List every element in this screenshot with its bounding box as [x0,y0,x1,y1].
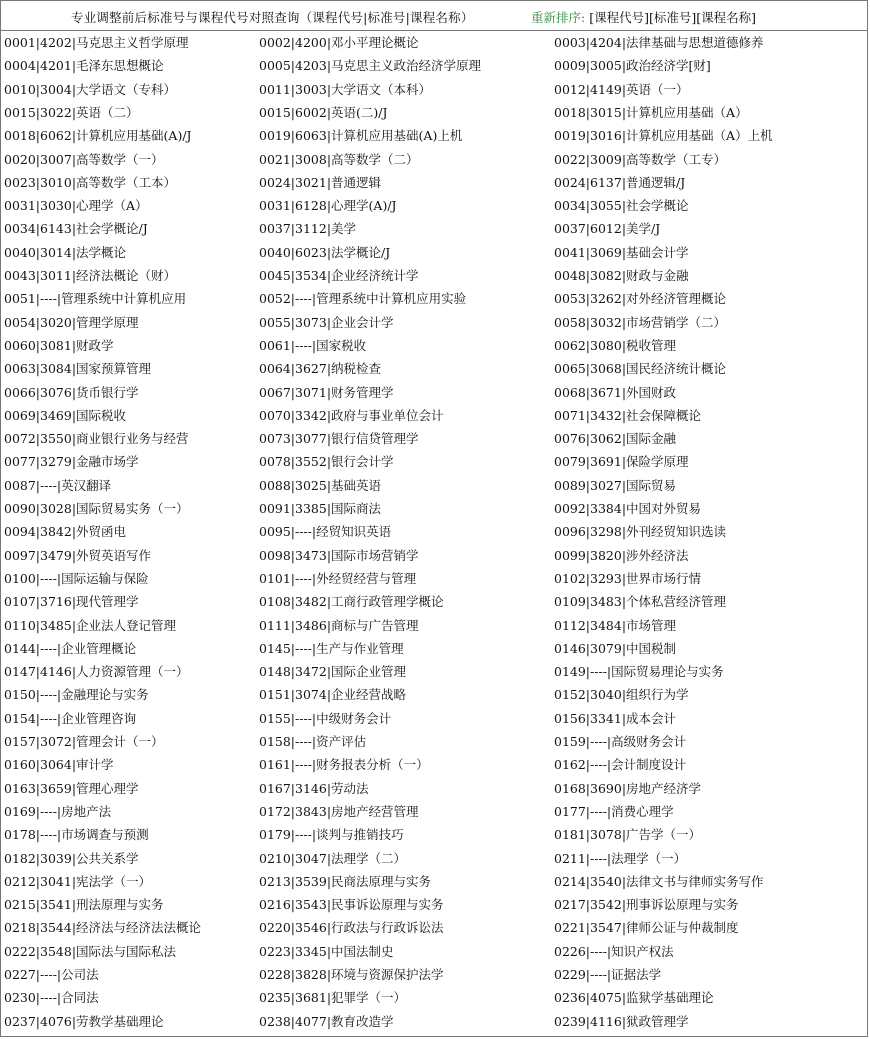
table-row [1,823,869,846]
course-entry[interactable]: 0048|3082|财政与金融 [554,268,689,283]
course-entry[interactable]: 0163|3659|管理心理学 [4,780,139,796]
table-row [1,264,869,287]
table-row [1,707,869,730]
sort-by-course-code-link[interactable]: [课程代号] [589,10,649,25]
course-entry[interactable]: 0092|3384|中国对外贸易 [554,501,702,516]
table-row [1,78,869,101]
course-entry[interactable]: 0168|3690|房地产经济学 [554,780,702,796]
course-entry[interactable]: 0099|3820|涉外经济法 [554,547,689,563]
course-entry[interactable]: 0227|----|公司法 [4,967,99,982]
course-entry[interactable]: 0235|3681|犯罪学（一） [259,990,407,1006]
table-header [1,1,867,31]
table-row [1,124,869,147]
course-entry[interactable]: 0087|----|英汉翻译 [4,477,112,493]
course-entry[interactable]: 0058|3032|市场营销学（二） [554,314,727,330]
table-row [1,567,869,590]
table-row [1,101,869,124]
course-entry[interactable]: 0226|----|知识产权法 [554,943,674,959]
table-row [1,450,869,473]
table-row [1,963,869,986]
table-row [1,753,869,776]
resort-label: 重新排序: [531,10,586,25]
course-entry[interactable]: 0067|3071|财务管理学 [259,384,394,400]
course-entry[interactable]: 0019|3016|计算机应用基础（A）上机 [554,128,773,144]
table-row [1,404,869,427]
course-entry[interactable]: 0024|3021|普通逻辑 [259,174,382,190]
course-entry[interactable]: 0015|3022|英语（二） [4,104,139,120]
course-entry[interactable]: 0022|3009|高等数学（工专） [554,151,727,167]
course-entry[interactable]: 0112|3484|市场管理 [554,617,677,633]
table-row [1,660,869,683]
course-entry[interactable]: 0228|3828|环境与资源保护法学 [259,967,444,982]
course-entry[interactable]: 0011|3003|大学语文（本科） [259,81,432,97]
course-entry[interactable]: 0218|3544|经济法与经济法法概论 [4,920,202,936]
course-entry[interactable]: 0179|----|谈判与推销技巧 [259,827,404,843]
course-entry[interactable]: 0090|3028|国际贸易实务（一） [4,501,189,516]
course-entry[interactable]: 0095|----|经贸知识英语 [259,524,392,540]
table-row [1,730,869,753]
course-entry[interactable]: 0073|3077|银行信贷管理学 [259,431,419,447]
course-entry[interactable]: 0144|----|企业管理概论 [4,640,137,656]
table-row [1,311,869,334]
table-row [1,217,869,240]
course-entry[interactable]: 0214|3540|法律文书与律师实务写作 [554,873,764,889]
course-entry[interactable]: 0045|3534|企业经济统计学 [259,268,419,283]
course-entry[interactable]: 0152|3040|组织行为学 [554,687,689,703]
course-entry[interactable]: 0181|3078|广告学（一） [554,827,702,843]
course-entry[interactable]: 0034|6143|社会学概论/J [4,221,148,237]
course-entry[interactable]: 0151|3074|企业经营战略 [259,687,407,703]
course-entry[interactable]: 0018|6062|计算机应用基础(A)/J [4,128,192,144]
course-entry[interactable]: 0149|----|国际贸易理论与实务 [554,664,724,680]
course-entry[interactable]: 0155|----|中级财务会计 [259,710,392,726]
table-row [1,287,869,310]
course-entry[interactable]: 0236|4075|监狱学基础理论 [554,990,714,1006]
table-row [1,381,869,404]
table-row [1,171,869,194]
table-row [1,54,869,77]
course-entry[interactable]: 0238|4077|教育改造学 [259,1013,394,1029]
course-entry[interactable]: 0023|3010|高等数学（工本） [4,174,177,190]
course-entry[interactable]: 0071|3432|社会保障概论 [554,407,702,423]
course-entry[interactable]: 0037|3112|美学 [259,221,357,237]
course-entry[interactable]: 0088|3025|基础英语 [259,477,382,493]
course-entry[interactable]: 0021|3008|高等数学（二） [259,151,419,167]
course-entry[interactable]: 0094|3842|外贸函电 [4,524,127,540]
course-entry[interactable]: 0062|3080|税收管理 [554,337,677,353]
table-row [1,986,869,1009]
course-entry[interactable]: 0063|3084|国家预算管理 [4,361,152,377]
table-row [1,637,869,660]
table-row [1,194,869,217]
course-entry[interactable]: 0215|3541|刑法原理与实务 [4,897,164,913]
table-row [1,614,869,637]
course-entry[interactable]: 0043|3011|经济法概论（财） [4,268,177,283]
course-entry[interactable]: 0146|3079|中国税制 [554,640,677,656]
course-entry[interactable]: 0102|3293|世界市场行情 [554,570,702,586]
table-row [1,148,869,171]
course-entry[interactable]: 0169|----|房地产法 [4,803,112,819]
course-entry[interactable]: 0078|3552|银行会计学 [259,454,394,470]
course-entry[interactable]: 0154|----|企业管理咨询 [4,710,137,726]
course-entry[interactable]: 0162|----|会计制度设计 [554,757,687,773]
course-entry[interactable]: 0010|3004|大学语文（专科） [4,81,177,97]
course-entry[interactable]: 0024|6137|普通逻辑/J [554,174,686,190]
course-entry[interactable]: 0182|3039|公共关系学 [4,850,139,866]
course-entry[interactable]: 0003|4204|法律基础与思想道德修养 [554,35,764,50]
table-row [1,241,869,264]
course-entry[interactable]: 0100|----|国际运输与保险 [4,570,149,586]
course-entry[interactable]: 0145|----|生产与作业管理 [259,640,404,656]
course-entry[interactable]: 0096|3298|外刊经贸知识选读 [554,524,727,540]
course-entry[interactable]: 0239|4116|狱政管理学 [554,1013,689,1029]
table-row [1,334,869,357]
course-entry[interactable]: 0210|3047|法理学（二） [259,850,407,866]
course-entry[interactable]: 0070|3342|政府与事业单位会计 [259,407,444,423]
course-entry[interactable]: 0222|3548|国际法与国际私法 [4,943,177,959]
course-entry[interactable]: 0091|3385|国际商法 [259,501,382,516]
table-row [1,474,869,497]
course-entry[interactable]: 0110|3485|企业法人登记管理 [4,617,177,633]
course-entry[interactable]: 0002|4200|邓小平理论概论 [259,35,419,50]
course-entry[interactable]: 0216|3543|民事诉讼原理与实务 [259,897,444,913]
course-entry[interactable]: 0068|3671|外国财政 [554,384,677,400]
course-entry[interactable]: 0031|6128|心理学(A)/J [259,198,397,214]
sort-by-course-name-link[interactable]: [课程名称] [696,10,756,25]
course-entry[interactable]: 0172|3843|房地产经营管理 [259,803,419,819]
table-row [1,683,869,706]
table-row [1,357,869,380]
course-entry[interactable]: 0069|3469|国际税收 [4,407,127,423]
course-entry[interactable]: 0089|3027|国际贸易 [554,477,677,493]
table-row [1,497,869,520]
course-entry[interactable]: 0156|3341|成本会计 [554,710,677,726]
table-row [1,777,869,800]
course-entry[interactable]: 0041|3069|基础会计学 [554,244,689,260]
course-entry[interactable]: 0217|3542|刑事诉讼原理与实务 [554,897,739,913]
course-entry[interactable]: 0015|6002|英语(二)/J [259,104,388,120]
course-entry[interactable]: 0161|----|财务报表分析（一） [259,757,429,773]
course-entry[interactable]: 0147|4146|人力资源管理（一） [4,664,189,680]
course-entry[interactable]: 0064|3627|纳税检查 [259,361,382,377]
course-entry[interactable]: 0065|3068|国民经济统计概论 [554,361,727,377]
course-entry[interactable]: 0237|4076|劳教学基础理论 [4,1013,164,1029]
course-entry[interactable]: 0001|4202|马克思主义哲学原理 [4,35,189,50]
course-entry[interactable]: 0009|3005|政治经济学[财] [554,58,711,74]
course-entry[interactable]: 0005|4203|马克思主义政治经济学原理 [259,58,482,74]
course-entry[interactable]: 0060|3081|财政学 [4,337,114,353]
table-row [1,427,869,450]
course-entry[interactable]: 0052|----|管理系统中计算机应用实验 [259,291,467,307]
course-entry[interactable]: 0098|3473|国际市场营销学 [259,547,419,563]
course-entry[interactable]: 0230|----|合同法 [4,990,99,1006]
course-entry[interactable]: 0061|----|国家税收 [259,337,367,353]
course-entry[interactable]: 0040|3014|法学概论 [4,244,127,260]
course-entry[interactable]: 0148|3472|国际企业管理 [259,664,407,680]
course-entry[interactable]: 0066|3076|货币银行学 [4,384,139,400]
course-entry[interactable]: 0177|----|消费心理学 [554,803,674,819]
course-entry[interactable]: 0101|----|外经贸经营与管理 [259,570,417,586]
course-entry[interactable]: 0223|3345|中国法制史 [259,943,394,959]
course-entry[interactable]: 0150|----|金融理论与实务 [4,687,149,703]
course-entry[interactable]: 0212|3041|宪法学（一） [4,873,152,889]
table-row [1,847,869,870]
table-row [1,31,869,54]
table-row [1,800,869,823]
course-entry[interactable]: 0004|4201|毛泽东思想概论 [4,58,164,74]
course-entry[interactable]: 0031|3030|心理学（A） [4,198,148,214]
table-row [1,916,869,939]
course-entry[interactable]: 0040|6023|法学概论/J [259,244,391,260]
course-entry[interactable]: 0037|6012|美学/J [554,221,661,237]
course-entry[interactable]: 0157|3072|管理会计（一） [4,734,164,749]
course-entry[interactable]: 0051|----|管理系统中计算机应用 [4,291,187,307]
course-entry[interactable]: 0211|----|法理学（一） [554,850,687,866]
course-entry[interactable]: 0111|3486|商标与广告管理 [259,617,419,633]
course-entry[interactable]: 0077|3279|金融市场学 [4,454,139,470]
course-entry[interactable]: 0229|----|证据法学 [554,967,662,982]
table-row [1,893,869,916]
course-entry[interactable]: 0167|3146|劳动法 [259,780,369,796]
course-entry[interactable]: 0072|3550|商业银行业务与经营 [4,431,189,447]
course-entry[interactable]: 0055|3073|企业会计学 [259,314,394,330]
course-entry[interactable]: 0160|3064|审计学 [4,757,114,773]
table-row [1,544,869,567]
course-entry[interactable]: 0178|----|市场调查与预测 [4,827,149,843]
course-entry[interactable]: 0108|3482|工商行政管理学概论 [259,594,444,610]
course-entry[interactable]: 0097|3479|外贸英语写作 [4,547,152,563]
resort-group [531,8,756,26]
course-entry[interactable]: 0107|3716|现代管理学 [4,594,139,610]
course-entry[interactable]: 0213|3539|民商法原理与实务 [259,873,432,889]
sort-by-standard-number-link[interactable]: [标准号] [648,10,697,25]
course-entry[interactable]: 0109|3483|个体私营经济管理 [554,594,727,610]
table-row [1,870,869,893]
course-entry[interactable]: 0034|3055|社会学概论 [554,198,689,214]
course-entry[interactable]: 0053|3262|对外经济管理概论 [554,291,727,307]
table-row [1,940,869,963]
course-entry[interactable]: 0221|3547|律师公证与仲裁制度 [554,920,739,936]
course-entry[interactable]: 0159|----|高级财务会计 [554,734,687,749]
page-title: 专业调整前后标准号与课程代号对照查询（课程代号|标准号|课程名称） [71,10,474,25]
course-entry[interactable]: 0076|3062|国际金融 [554,431,677,447]
course-entry[interactable]: 0012|4149|英语（一） [554,81,689,97]
course-entry[interactable]: 0020|3007|高等数学（一） [4,151,164,167]
course-entry[interactable]: 0158|----|资产评估 [259,734,367,749]
table-row [1,590,869,613]
course-entry[interactable]: 0018|3015|计算机应用基础（A） [554,104,748,120]
course-entry[interactable]: 0054|3020|管理学原理 [4,314,139,330]
course-entry[interactable]: 0079|3691|保险学原理 [554,454,689,470]
table-row [1,1010,869,1033]
table-row [1,520,869,543]
course-entry[interactable]: 0019|6063|计算机应用基础(A)上机 [259,128,463,144]
course-entry[interactable]: 0220|3546|行政法与行政诉讼法 [259,920,444,936]
